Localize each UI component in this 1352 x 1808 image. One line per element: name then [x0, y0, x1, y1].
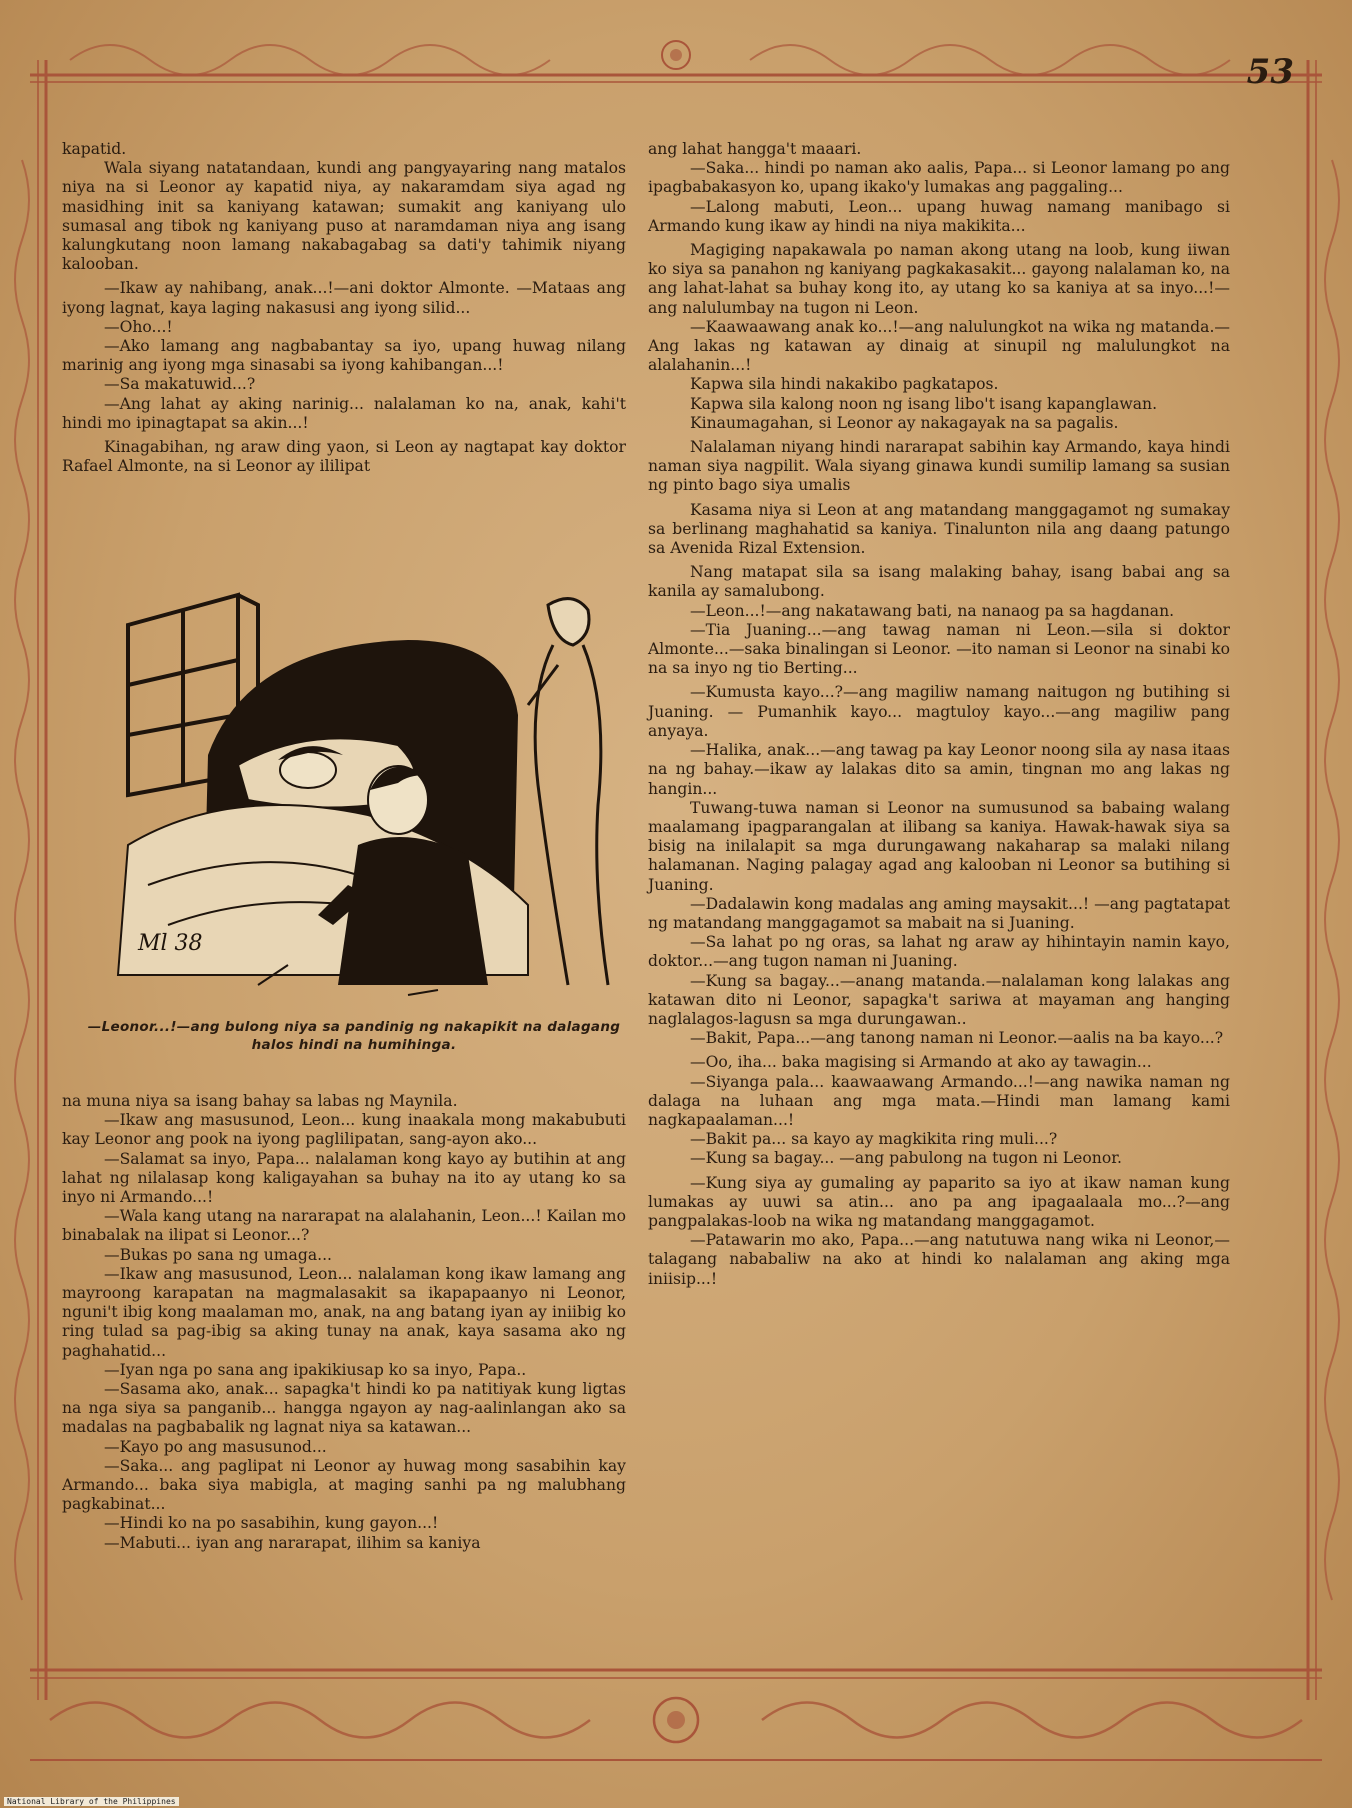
paragraph: —Kumusta kayo...?—ang magiliw namang naitugon ng butihing si Juaning. — Pumanhik kayo... magtuloy kayo...—ang magiliw pang anyaya.	[648, 683, 1230, 740]
paragraph: ang lahat hangga't maaari.	[648, 140, 862, 158]
paragraph: —Lalong mabuti, Leon... upang huwag namang manibago si Armando kung ikaw ay hindi na niya makikita...	[648, 197, 1230, 235]
paragraph: Nalalaman niyang hindi nararapat sabihin kay Armando, kaya hindi naman siya nagpilit. Wala siyang ginawa kundi sumilip lamang sa susian ng pinto bago siya umalis	[648, 438, 1230, 495]
paragraph: na muna niya sa isang bahay sa labas ng Maynila.	[62, 1092, 458, 1110]
paragraph: Kinaumagahan, si Leonor ay nakagayak na sa pagalis.	[690, 413, 1119, 432]
paragraph: —Salamat sa inyo, Papa... nalalaman kong kayo ay butihin at ang lahat ng nilalasap kong kaligayahan sa buhay na ito ay utang ko sa inyo ni Armando...!	[62, 1149, 626, 1207]
standing-figure	[528, 599, 608, 985]
paragraph: —Saka... hindi po naman ako aalis, Papa... si Leonor lamang po ang ipagbabakasyon ko, upang ikako'y lumakas ang paggaling...	[648, 159, 1230, 197]
paragraph: —Mabuti... iyan ang nararapat, ilihim sa kaniya	[104, 1533, 481, 1552]
paragraph: —Bukas po sana ng umaga...	[104, 1245, 332, 1264]
paragraph: —Kayo po ang masusunod...	[104, 1437, 327, 1456]
left-column-top	[62, 140, 626, 476]
paragraph: —Bakit, Papa...—ang tanong naman ni Leonor.—aalis na ba kayo...?	[690, 1029, 1224, 1048]
bottom-ornament-border	[10, 1660, 1342, 1770]
top-ornament-border	[10, 20, 1342, 90]
illustration-caption: —Leonor...!—ang bulong niya sa pandinig ng nakapikit na dalagang halos hindi na humihinga.	[87, 1019, 621, 1053]
paragraph: Kinagabihan, ng araw ding yaon, si Leon ay nagtapat kay doktor Rafael Almonte, na si Leonor ay ililipat	[62, 438, 626, 476]
left-column-bottom	[62, 1092, 626, 1553]
paragraph: —Kung sa bagay... —ang pabulong na tugon ni Leonor.	[690, 1149, 1122, 1168]
paragraph: —Iyan nga po sana ang ipakikiusap ko sa inyo, Papa..	[104, 1360, 527, 1379]
paragraph: —Ikaw ang masusunod, Leon... nalalaman kong ikaw lamang ang mayroong karapatan na magmalasakit sa ikapapaanyo ni Leonor, nguni't ibig kong maalaman mo, anak, na ang batang iyan ay iniibig ko ring tulad sa pag-ibig sa aking tunay na anak, kaya sasama ako ng paghahatid...	[62, 1264, 626, 1360]
paragraph: —Kaawaawang anak ko...!—ang nalulungkot na wika ng matanda.—Ang lakas ng katawan ay dinaig at sinupil ng malulungkot na alalahanin...!	[648, 317, 1230, 375]
library-footer: National Library of the Philippines	[4, 1797, 179, 1806]
paragraph: —Oo, iha... baka magising si Armando at ako ay tawagin...	[690, 1053, 1152, 1072]
paragraph: —Sasama ako, anak... sapagka't hindi ko pa natitiyak kung ligtas na nga siya sa panganib... hangga ngayon ay nag-aalinlangan ako sa madalas na pagbabalik ng lagnat niya sa katawan...	[62, 1380, 626, 1437]
bedside-illustration	[108, 585, 628, 1005]
page-number: 53	[1246, 52, 1294, 92]
paragraph: —Ako lamang ang nagbabantay sa iyo, upang huwag nilang marinig ang iyong mga sinasabi sa iyong kahibangan...!	[62, 337, 626, 375]
paragraph: —Halika, anak...—ang tawag pa kay Leonor noong sila ay nasa itaas na ng bahay.—ikaw ay lalakas dito sa amin, tingnan mo ang lakas ng hangin...	[648, 741, 1230, 798]
paragraph: —Hindi ko na po sasabihin, kung gayon...!	[104, 1514, 439, 1533]
paragraph: —Ikaw ang masusunod, Leon... kung inaakala mong makabubuti kay Leonor ang pook na iyong paglilipatan, sang-ayon ako...	[62, 1111, 626, 1149]
paragraph: —Tia Juaning...—ang tawag naman ni Leon.—sila si doktor Almonte...—saka binalingan si Leonor. —ito naman si Leonor na sinabi ko na sa inyo ng tio Berting...	[648, 620, 1230, 678]
paragraph: kapatid.	[62, 140, 127, 158]
paragraph: —Sa lahat po ng oras, sa lahat ng araw ay hihintayin namin kayo, doktor...—ang tugon naman ni Juaning.	[648, 933, 1230, 971]
paragraph: —Ang lahat ay aking narinig... nalalaman ko na, anak, kahi't hindi mo ipinagtapat sa akin...!	[62, 394, 626, 432]
paragraph: —Patawarin mo ako, Papa...—ang natutuwa nang wika ni Leonor,—talagang nababaliw na ako at hindi ko nalalaman ang aking mga iniisip...!	[648, 1231, 1230, 1288]
paragraph: —Oho...!	[104, 317, 173, 336]
paragraph: Kasama niya si Leon at ang matandang manggagamot ng sumakay sa berlinang maghahatid sa kaniya. Tinalunton nila ang daang patungo sa Avenida Rizal Extension.	[648, 500, 1230, 558]
paragraph: —Kung siya ay gumaling ay paparito sa iyo at ikaw naman kung lumakas ay uuwi sa atin... ano pa ang ipagaalaala mo...?—ang pangpalakas-loob na wika ng matandang manggagamot.	[648, 1173, 1230, 1230]
paragraph: Magiging napakawala po naman akong utang na loob, kung iiwan ko siya sa panahon ng kaniyang pagkakasakit... gayong nalalaman ko, na ang lahat-lahat sa buhay kong ito, ay utang ko sa kaniya at sa inyo...!—ang nalulumbay na tugon ni Leon.	[648, 241, 1230, 317]
paragraph: Kapwa sila kalong noon ng isang libo't isang kapanglawan.	[690, 394, 1158, 413]
right-ornament-border	[1296, 60, 1346, 1700]
paragraph: Nang matapat sila sa isang malaking bahay, isang babai ang sa kanila ay samalubong.	[648, 563, 1230, 601]
paragraph: Wala siyang natatandaan, kundi ang pangyayaring nang matalos niya na si Leonor ay kapatid niya, ay nakaramdam siya agad ng masidhing init sa kaniyang katawan; sumakit ang kaniyang ulo sumasal ang tibok ng kaniyang puso at naramdaman niya ang isang kalungkutang noon lamang nakabagabag sa dati'y tahimik niyang kalooban.	[62, 159, 626, 274]
paragraph: —Sa makatuwid...?	[104, 375, 256, 394]
paragraph: —Ikaw ay nahibang, anak...!—ani doktor Almonte. —Mataas ang iyong lagnat, kaya laging nakasusi ang iyong silid...	[62, 279, 626, 317]
paragraph: —Wala kang utang na nararapat na alalahanin, Leon...! Kailan mo binabalak na ilipat si Leonor...?	[62, 1207, 626, 1245]
paragraph: —Kung sa bagay...—anang matanda.—nalalaman kong lalakas ang katawan dito ni Leonor, sapagka't sariwa at mayaman ang hanging naglalagos-lagusn sa mga durungawan..	[648, 971, 1230, 1028]
paragraph: —Leon...!—ang nakatawang bati, na nanaog pa sa hagdanan.	[690, 601, 1175, 620]
paragraph: —Siyanga pala... kaawaawang Armando...!—ang nawika naman ng dalaga na luhaan ang mga mata.—Hindi man lamang kami nagkapaalaman...!	[648, 1072, 1230, 1129]
left-ornament-border	[8, 60, 58, 1700]
paragraph: Tuwang-tuwa naman si Leonor na sumusunod sa babaing walang maalamang ipagparangalan at ilibang sa kaniya. Hawak-hawak siya sa bisig na inilalapit sa mga durungawang nakaharap sa malaki nilang halamanan. Naging palagay agad ang kalooban ni Leonor sa butihing si Juaning.	[648, 798, 1230, 894]
paragraph: —Dadalawin kong madalas ang aming maysakit...! —ang pagtatapat ng matandang manggagamot sa mabait na si Juaning.	[648, 894, 1230, 932]
paragraph: —Bakit pa... sa kayo ay magkikita ring muli...?	[690, 1130, 1058, 1149]
paragraph: —Saka... ang paglipat ni Leonor ay huwag mong sasabihin kay Armando... baka siya mabigla, at maging sanhi pa ng malubhang pagkabinat...	[62, 1456, 626, 1514]
right-column	[648, 140, 1230, 1289]
illustration-signature: Ml 38	[138, 931, 203, 956]
paragraph: Kapwa sila hindi nakakibo pagkatapos.	[690, 375, 999, 394]
